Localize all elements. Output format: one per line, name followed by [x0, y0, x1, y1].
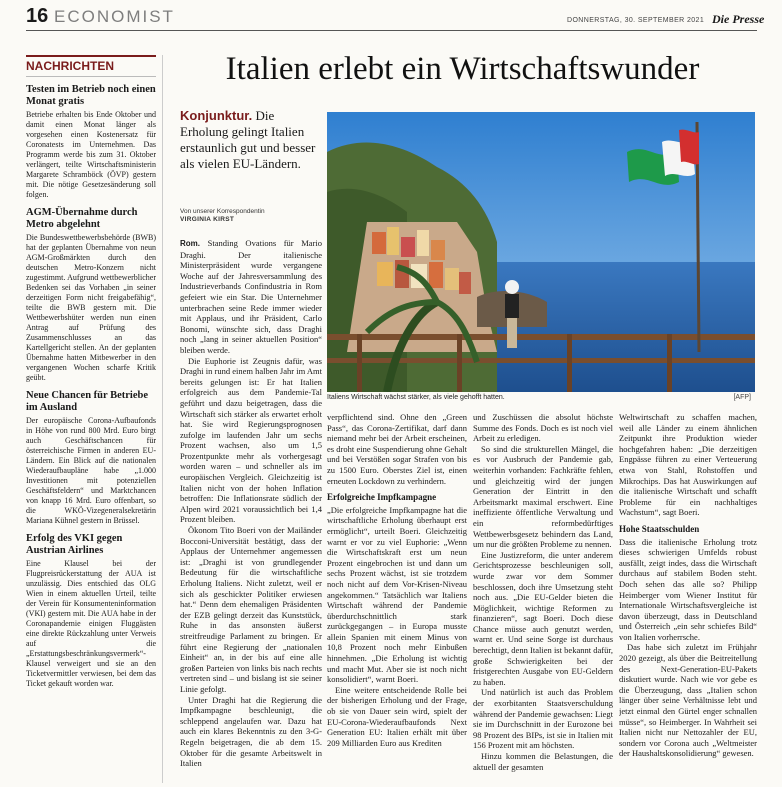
kicker-keyword: Konjunktur.	[180, 108, 253, 123]
caption-text: Italiens Wirtschaft wächst stärker, als viele gehofft hatten.	[327, 394, 505, 401]
page-header	[0, 0, 782, 34]
article-column-3	[473, 412, 613, 784]
paragraph: Das habe sich zuletzt im Frühjahr 2020 gezeigt, als über die Beitreitellung des Next-Generation-EU-Pakets diskutiert wurde. Nach wie vor gebe es die Überzeugung, dass „Italien schon länger über seine Verhältnisse lebt und jetzt einmal den Gürtel enger schnallen müsse“, so Heimberger. In Wahrheit sei Italien nicht nur Nettozahler der EU, sondern vor Corona auch „Weltmeister der Haushaltskonsolidierung“ gewesen.	[619, 642, 757, 759]
news-item	[26, 84, 156, 200]
paragraph: Ökonom Tito Boeri von der Mailänder Bocconi-Universität bestätigt, dass der Applaus der Unternehmer angemessen ist: „Draghi ist von grundlegender Bedeutung für die wirtschaftliche Erholung Italiens. Nicht zuletzt, weil er sich als geschickter Politiker erwiesen hat.“ Denn dem ehemaligen Präsidenten der EZB gelingt derzeit das Kunststück, Ruhe in das ansonsten äußerst streitfreudige Parlament zu bringen. Er führt eine Regierung der „nationalen Einheit“ an, in der bis auf eine alle großen Parteien von links bis nach rechts vertreten sind – und bislang ist sie seiner Linie gefolgt.	[180, 525, 322, 694]
news-body: Der europäische Corona-Aufbaufonds in Höhe von rund 800 Mrd. Euro birgt auch Geschäftschancen für österreichische Firmen in anderen EU-Ländern. Ein Blick auf die nationalen Wiederaufbaupläne habe „1.000 Investitionen mit potenziellen Geschäftsfeldern“ und Marktchancen von knapp 16 Mrd. Euro offenbart, so die WKÖ-Vizegeneralsekretärin Mariana Kühnel gestern in Brüssel.	[26, 416, 156, 525]
photo-credit: [AFP]	[733, 394, 751, 401]
news-body: Betriebe erhalten bis Ende Oktober und damit einen Monat länger als vorgesehen einen Kostenersatz für Coronatests im Unternehmen. Das Programm werde bis zum 31. Oktober verlängert, teilte Wirtschaftsministerin Margarete Schramböck (ÖVP) gestern mit. Die nötige Gesetzesänderung soll folgen.	[26, 110, 156, 199]
news-item	[26, 207, 156, 383]
header-rule	[26, 30, 757, 31]
paragraph: verpflichtend sind. Ohne den „Green Pass“, das Corona-Zertifikat, darf dann niemand mehr bei der Arbeit erscheinen, es droht eine Suspendierung ohne Gehalt und bei Verstößen sogar Strafen von bis zu 1500 Euro. Oberstes Ziel ist, einen erneuten Lockdown zu verhindern.	[327, 412, 467, 486]
news-item	[26, 533, 156, 689]
article-column-2	[327, 412, 467, 784]
article-headline: Italien erlebt ein Wirtschaftswunder	[225, 51, 700, 87]
news-item	[26, 390, 156, 526]
sidebar-title: NACHRICHTEN	[26, 55, 156, 77]
news-heading: Testen im Betrieb noch einen Monat gratis	[26, 84, 156, 107]
paragraph: Eine Justizreform, die unter anderem Gerichtsprozesse beschleunigen soll, wurde zwar vor dem Sommer beschlossen, doch ihre Umsetzung steht noch aus. „Die EU-Gelder bieten die Möglichkeit, wichtige Reformen zu finanzieren“, sagt Boeri. Doch diese Chance müsse auch genutzt werden, warnt er. Und seine Sorge ist durchaus berechtigt, denn Italien ist bekannt dafür, große Schwierigkeiten bei der fristgerechten Ausgabe von EU-Geldern zu haben.	[473, 549, 613, 687]
paragraph: Unter Draghi hat die Regierung die Impfkampagne beschleunigt, die schleppend angelaufen war. Dazu hat auch ein klares Bekenntnis zu den 3-G-Regeln beigetragen, die ab dem 15. Oktober für die gesamte Arbeitswelt in Italien	[180, 694, 322, 769]
paragraph: Hinzu kommen die Belastungen, die aktuell der gesamten	[473, 751, 613, 772]
article-column-4	[619, 412, 757, 784]
paragraph: Und natürlich ist auch das Problem der exorbitanten Staatsverschuldung während der Pandemie gewachsen: Liegt sie im Durchschnitt in der Eurozone bei 98 Prozent des BIPs, ist sie in Italien mit 156 Prozent mit am höchsten.	[473, 687, 613, 751]
paragraph: Dass die italienische Erholung trotz dieses schwierigen Umfelds robust ausfällt, zeigt indes, dass die Wirtschaft durchaus auf stabilem Boden steht. Doch sehen das alle so? Philipp Heimberger vom Wiener Institut für Internationale Wirtschaftsvergleiche ist davon überzeugt, dass in Deutschland und Österreich „ein sehr schiefes Bild“ von Italien vorherrsche.	[619, 536, 757, 642]
news-body: Die Bundeswettbewerbsbehörde (BWB) hat der geplanten Übernahme von neun AGM-Großmärkten durch den deutschen Metro-Konzern nicht zugestimmt. Aufgrund wettbewerblicher Bedenken sei das Vorhaben „in seiner derzeitigen Form nicht freigabefähig“, teilte die BWB gestern mit. Die Wettbewerbshüter werden nun einen Antrag auf Prüfung des Zusammenschlusses an das Kartellgericht stellen. An der geplanten Übernahme hatten Mitbewerber in den vergangenen Wochen scharfe Kritik geübt.	[26, 233, 156, 382]
byline-label: Von unserer Korrespondentin	[180, 208, 265, 215]
article-photo	[327, 112, 755, 392]
paragraph: und Zuschüssen die absolut höchste Summe des Fonds. Doch es ist noch viel Arbeit zu erledigen.	[473, 412, 613, 444]
column-divider	[162, 55, 163, 783]
paragraph: Weltwirtschaft zu schaffen machen, weil alle Länder zu einem ähnlichen Zeitpunkt ihre Produktion wieder hochgefahren haben: „Die derzeitigen Engpässe führen zu einer Verteuerung etwa von Stahl, Rohstoffen und Mikrochips. Das hat Auswirkungen auf die italienische Wirtschaft und schafft Probleme für ein nachhaltiges Wachstum“, sagt Boeri.	[619, 412, 757, 518]
news-heading: AGM-Übernahme durch Metro abgelehnt	[26, 207, 138, 230]
dateline: Rom.	[180, 239, 200, 248]
byline	[180, 208, 322, 224]
photo-caption	[327, 394, 755, 406]
paragraph: So sind die strukturellen Mängel, die es vor Ausbruch der Pandemie gab, weiterhin vorhanden: Fachkräfte fehlen, und gleichzeitig wird der jungen Generation der Eintritt in den Arbeitsmarkt maximal erschwert. Eine ineffiziente öffentliche Verwaltung und ein reformbedürftiges Wettbewerbsgesetz behindern das Land, um nur die größten Probleme zu nennen.	[473, 443, 613, 550]
section-title: ECONOMIST	[54, 7, 175, 26]
news-heading: Erfolg des VKI gegen Austrian Airlines	[26, 533, 123, 556]
tourist-figure	[505, 280, 519, 348]
news-heading: Neue Chancen für Betriebe im Ausland	[26, 390, 148, 413]
article-column-1	[180, 238, 322, 783]
article-kicker	[180, 108, 322, 172]
paragraph: Die Euphorie ist Zeugnis dafür, was Draghi in rund einem halben Jahr im Amt bereits gelungen ist: Er hat Italien erfolgreich aus dem Pandemie-Tal geführt und dazu beigetragen, dass die Wirtschaft sich stärker als erwartet erholt hat. Sie wird Regierungsprognosen zufolge im laufenden Jahr um sechs Prozent wachsen, also um 1,5 Prozentpunkte mehr als vorhergesagt worden waren – und schneller als im europäischen Vergleich. Gleichzeitig ist Italien nicht von der hohen Inflation betroffen: Die Inflationsrate südlich der Alpen wird 2021 voraussichtlich bei 1,4 Prozent bleiben.	[180, 355, 322, 525]
paragraph: Rom. Standing Ovations für Mario Draghi. Der italienische Ministerpräsident wurde vergangene Woche auf der Jahresversammlung des Industrieverbands Confindustria in Rom gefeiert wie ein Star. Die Unternehmer unterbrachen seine Rede immer wieder mit Applaus, und ihr Präsident, Carlo Bonomi, wünschte sich, dass Draghi noch „lang in seiner aktuellen Position“ bleiben werde.	[180, 238, 322, 355]
news-sidebar	[26, 55, 156, 785]
author-name: VIRGINIA KIRST	[180, 216, 235, 223]
paragraph: Eine weitere entscheidende Rolle bei der bisherigen Erholung und der Frage, ob sie von Dauer sein wird, spielt der EU-Corona-Wiederaufbaufonds Next Generation EU: Italien erhält mit über 209 Milliarden Euro aus Krediten	[327, 684, 467, 748]
subheading: Erfolgreiche Impfkampagne	[327, 492, 437, 503]
issue-date: DONNERSTAG, 30. SEPTEMBER 2021	[567, 17, 705, 24]
paragraph: „Die erfolgreiche Impfkampagne hat die wirtschaftliche Erholung überhaupt erst ermöglicht“, urteilt Boeri. Gleichzeitig warnt er vor zu viel Euphorie: „Wenn die Wirtschaftskraft erst um neun Prozent eingebrochen ist und dann um sechs Prozent wächst, ist sie trotzdem noch nicht auf dem Vor-Krisen-Niveau angekommen.“ Tatsächlich war Italiens Wirtschaft während der Pandemie überdurchschnittlich stark zurückgegangen – in Europa musste allein Spanien mit einem Minus von 10,8 Prozent noch mehr Einbußen hinnehmen. „Die Erholung ist wichtig und macht Mut. Aber sie ist noch nicht konsolidiert“, warnt Boeri.	[327, 504, 467, 685]
newspaper-logo: Die Presse	[712, 12, 765, 26]
news-body: Eine Klausel bei der Flugpreisrückerstattung der AUA ist unzulässig. Dies entschied das OLG Wien in einem aktuellen Urteil, teilte der Verein für Konsumenteninformation (VKI) gestern mit. Die AUA habe in der Coronapandemie einigen Fluggästen eine direkte Rückzahlung unter Verweis auf die „Erstattungsbeschränkungsvermerk“-Klausel verweigert und sie an den Ticketvermittler verwiesen, bei dem das Ticket gekauft worden war.	[26, 559, 156, 688]
subheading: Hohe Staatsschulden	[619, 523, 700, 534]
cinque-terre-photo	[327, 112, 755, 392]
page-number: 16	[26, 5, 49, 27]
kicker-text: Die Erholung gelingt Italien erstaunlich gut und besser als vielen EU-Ländern.	[180, 108, 316, 171]
